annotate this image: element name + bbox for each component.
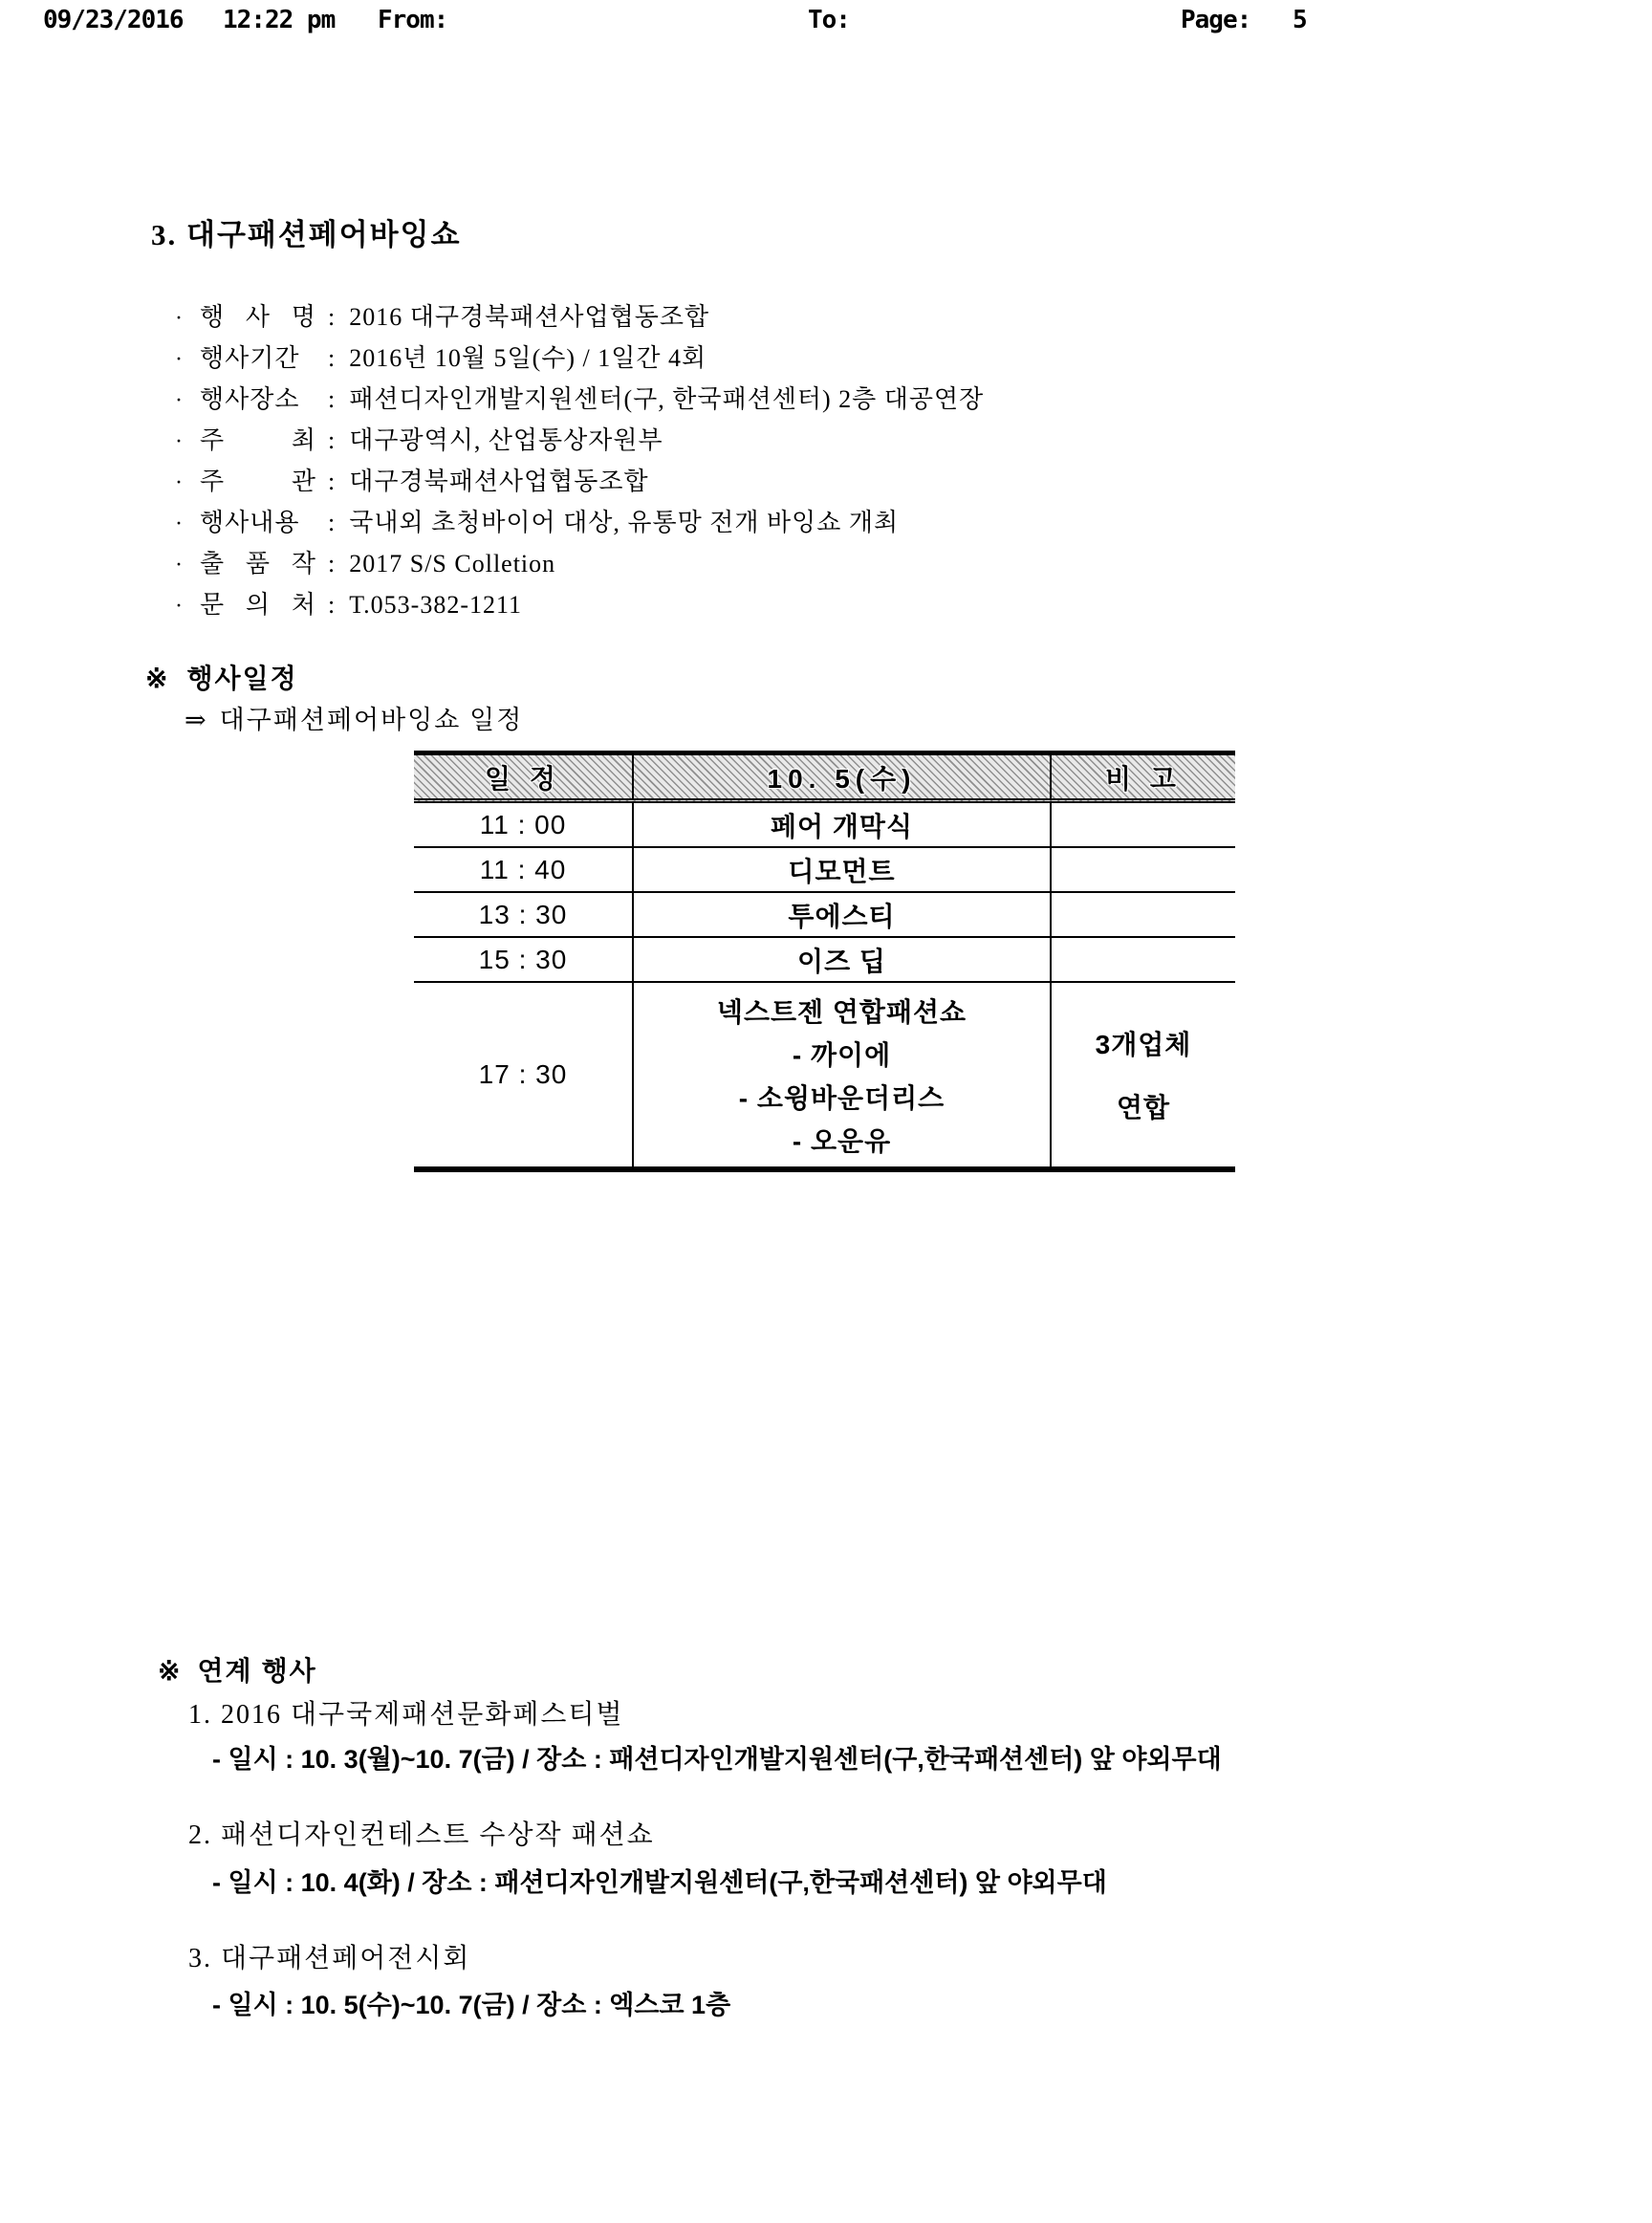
fax-page-number: 5: [1293, 6, 1307, 34]
reference-mark-icon: ※: [145, 665, 170, 694]
table-row: [414, 893, 1235, 938]
detail-label: 주 최: [200, 426, 316, 454]
detail-value: 대구경북패션사업협동조합: [349, 468, 649, 495]
schedule-section-subheading: [185, 699, 523, 736]
event-cell: 이즈 딥: [632, 938, 1050, 981]
schedule-subheading-text: 대구패션페어바잉쇼 일정: [219, 706, 524, 734]
note-cell: [1050, 848, 1235, 891]
schedule-heading-text: 행사일정: [186, 665, 298, 694]
bullet-icon: ·: [175, 306, 184, 331]
schedule-table-header-row: [414, 755, 1235, 803]
event-line: - 오운유: [792, 1125, 892, 1156]
related-events-heading: [158, 1650, 317, 1689]
page-title: 3. 대구패션페어바잉쇼: [151, 218, 462, 251]
note-line: 연합: [1116, 1093, 1171, 1122]
note-cell: [1050, 938, 1235, 981]
event-line: - 소윙바운더리스: [738, 1082, 946, 1113]
detail-line-host: [175, 420, 1322, 461]
detail-line-contact: [175, 584, 1322, 625]
bullet-icon: ·: [175, 553, 184, 578]
detail-line-event-name: [175, 296, 1322, 338]
detail-value: 국내외 초청바이어 대상, 유통망 전개 바잉쇼 개최: [349, 509, 900, 536]
colon-separator: :: [328, 509, 337, 536]
event-line: 넥스트젠 연합패션쇼: [716, 996, 967, 1027]
related-item-detail: - 일시 : 10. 3(월)~10. 7(금) / 장소 : 패션디자인개발지원센터(구,한국패션센터) 앞 야외무대: [212, 1745, 1222, 1774]
bullet-icon: ·: [175, 347, 184, 372]
bullet-icon: ·: [175, 429, 184, 454]
reference-mark-icon: ※: [158, 1657, 183, 1687]
detail-label: 출 품 작: [200, 550, 316, 578]
fax-time: 12:22 pm: [223, 6, 336, 34]
colon-separator: :: [328, 303, 337, 331]
fax-to-label: To:: [808, 6, 850, 34]
detail-label: 행 사 명: [200, 303, 316, 331]
related-heading-text: 연계 행사: [197, 1657, 317, 1687]
note-cell: [1050, 803, 1235, 846]
column-header-date: 10. 5(수): [632, 755, 1050, 798]
detail-line-event-content: [175, 502, 1322, 543]
detail-label: 행사장소: [200, 385, 300, 413]
double-arrow-icon: ⇒: [185, 706, 208, 734]
detail-value: 2016년 10월 5일(수) / 1일간 4회: [349, 344, 707, 372]
related-item-title: 3. 대구패션페어전시회: [188, 1944, 471, 1973]
time-cell: 11 : 40: [479, 854, 567, 884]
detail-label: 문 의 처: [200, 591, 316, 619]
colon-separator: :: [328, 344, 337, 372]
detail-value: T.053-382-1211: [349, 591, 523, 619]
colon-separator: :: [328, 426, 337, 454]
fax-from-label: From:: [378, 6, 448, 34]
note-line: 3개업체: [1095, 1030, 1192, 1059]
time-cell: 13 : 30: [478, 899, 568, 929]
detail-label: 주 관: [200, 468, 316, 495]
fax-header: [0, 6, 1652, 38]
detail-label: 행사기간: [200, 344, 300, 372]
detail-line-event-venue: [175, 379, 1322, 420]
time-cell: 17 : 30: [478, 1059, 568, 1089]
note-cell: [1050, 983, 1235, 1166]
detail-value: 대구광역시, 산업통상자원부: [349, 426, 663, 454]
detail-label: 행사내용: [200, 509, 300, 536]
table-row: [414, 938, 1235, 983]
detail-value: 2017 S/S Colletion: [349, 550, 556, 578]
event-details-list: [175, 296, 1322, 625]
fax-date: 09/23/2016: [43, 6, 184, 34]
table-row: [414, 848, 1235, 893]
colon-separator: :: [328, 385, 337, 413]
detail-value: 2016 대구경북패션사업협동조합: [349, 303, 710, 331]
fax-page-label: Page:: [1181, 6, 1251, 34]
event-line: - 까이에: [792, 1039, 892, 1070]
bullet-icon: ·: [175, 512, 184, 536]
table-row: [414, 983, 1235, 1166]
colon-separator: :: [328, 591, 337, 619]
related-item-title: 1. 2016 대구국제패션문화페스티벌: [188, 1700, 624, 1730]
note-cell: [1050, 893, 1235, 936]
detail-line-event-period: [175, 338, 1322, 379]
related-item-detail: - 일시 : 10. 5(수)~10. 7(금) / 장소 : 엑스코 1층: [212, 1991, 731, 2019]
bullet-icon: ·: [175, 388, 184, 413]
bullet-icon: ·: [175, 470, 184, 495]
related-item-detail: - 일시 : 10. 4(화) / 장소 : 패션디자인개발지원센터(구,한국패션센터) 앞 야외무대: [212, 1868, 1107, 1897]
column-header-time: 일 정: [485, 763, 561, 794]
schedule-table: [414, 751, 1235, 1172]
colon-separator: :: [328, 468, 337, 495]
event-cell: 페어 개막식: [632, 803, 1050, 846]
schedule-section-heading: [145, 658, 298, 696]
detail-value: 패션디자인개발지원센터(구, 한국패션센터) 2층 대공연장: [349, 385, 985, 413]
column-header-note: 비 고: [1050, 755, 1235, 798]
table-row: [414, 803, 1235, 848]
event-cell: [632, 983, 1050, 1166]
related-item-title: 2. 패션디자인컨테스트 수상작 패션쇼: [188, 1820, 655, 1850]
time-cell: 15 : 30: [478, 944, 568, 974]
event-cell: 디모먼트: [632, 848, 1050, 891]
detail-line-exhibits: [175, 543, 1322, 584]
colon-separator: :: [328, 550, 337, 578]
event-cell: 투에스티: [632, 893, 1050, 936]
bullet-icon: ·: [175, 594, 184, 619]
detail-line-organizer: [175, 461, 1322, 502]
time-cell: 11 : 00: [479, 809, 567, 839]
